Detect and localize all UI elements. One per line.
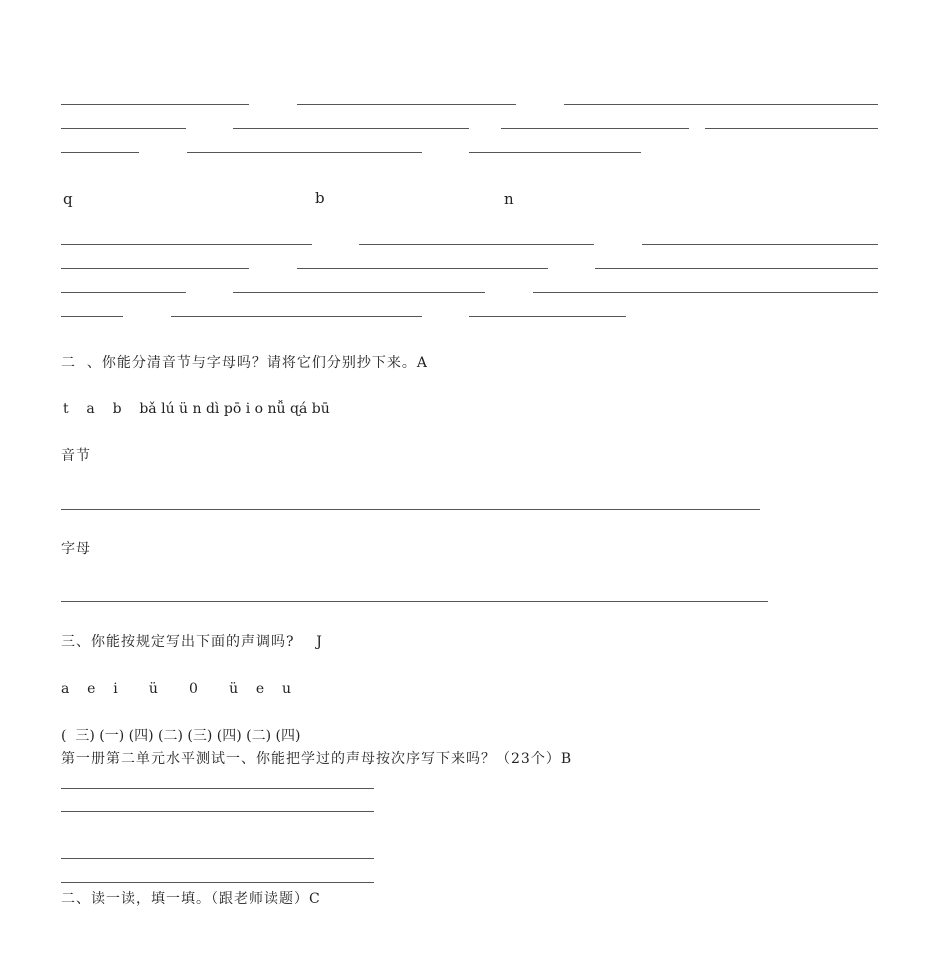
answer-line[interactable] [61, 128, 186, 129]
answer-line[interactable] [533, 292, 878, 293]
syllable-answer-line[interactable] [61, 509, 760, 510]
answer-line[interactable] [642, 244, 878, 245]
read-fill-heading: 二、读一读，填一填。（跟老师读题）C [61, 891, 321, 907]
answer-line[interactable] [705, 128, 878, 129]
answer-line[interactable] [61, 104, 249, 105]
answer-line[interactable] [61, 292, 186, 293]
letter-label: 字母 [61, 541, 91, 557]
section-heading: 三、你能按规定写出下面的声调吗? J [61, 634, 323, 650]
answer-line[interactable] [61, 882, 374, 883]
answer-line[interactable] [564, 104, 878, 105]
vowel-row: a e i ü 0 ü e u [61, 681, 292, 697]
unit-heading: 第一册第二单元水平测试一、你能把学过的声母按次序写下来吗？（23个）B [61, 751, 573, 767]
tone-row: ( 三) (一) (四) (二) (三) (四) (二) (四) [61, 728, 301, 744]
letter-q: q [63, 190, 73, 208]
syllable-items: t a b bǎ lú ü n dì pō i o nǚ ɋá bū [63, 401, 330, 417]
answer-line[interactable] [61, 244, 312, 245]
answer-line[interactable] [61, 268, 249, 269]
answer-line[interactable] [469, 152, 641, 153]
answer-line[interactable] [297, 268, 548, 269]
syllable-label: 音节 [61, 448, 91, 464]
answer-line[interactable] [233, 292, 485, 293]
letter-b: b [315, 189, 325, 207]
answer-line[interactable] [61, 788, 374, 789]
answer-line[interactable] [233, 128, 469, 129]
answer-line[interactable] [61, 316, 123, 317]
answer-line[interactable] [297, 104, 516, 105]
answer-line[interactable] [359, 244, 594, 245]
letter-n: n [504, 190, 514, 208]
letter-answer-line[interactable] [61, 601, 768, 602]
section-heading: 二 、你能分清音节与字母吗？请将它们分别抄下来。A [61, 355, 429, 371]
answer-line[interactable] [595, 268, 878, 269]
answer-line[interactable] [501, 128, 689, 129]
answer-line[interactable] [469, 316, 626, 317]
answer-line[interactable] [61, 858, 374, 859]
answer-line[interactable] [171, 316, 422, 317]
answer-line[interactable] [61, 811, 374, 812]
answer-line[interactable] [61, 152, 139, 153]
answer-line[interactable] [187, 152, 422, 153]
